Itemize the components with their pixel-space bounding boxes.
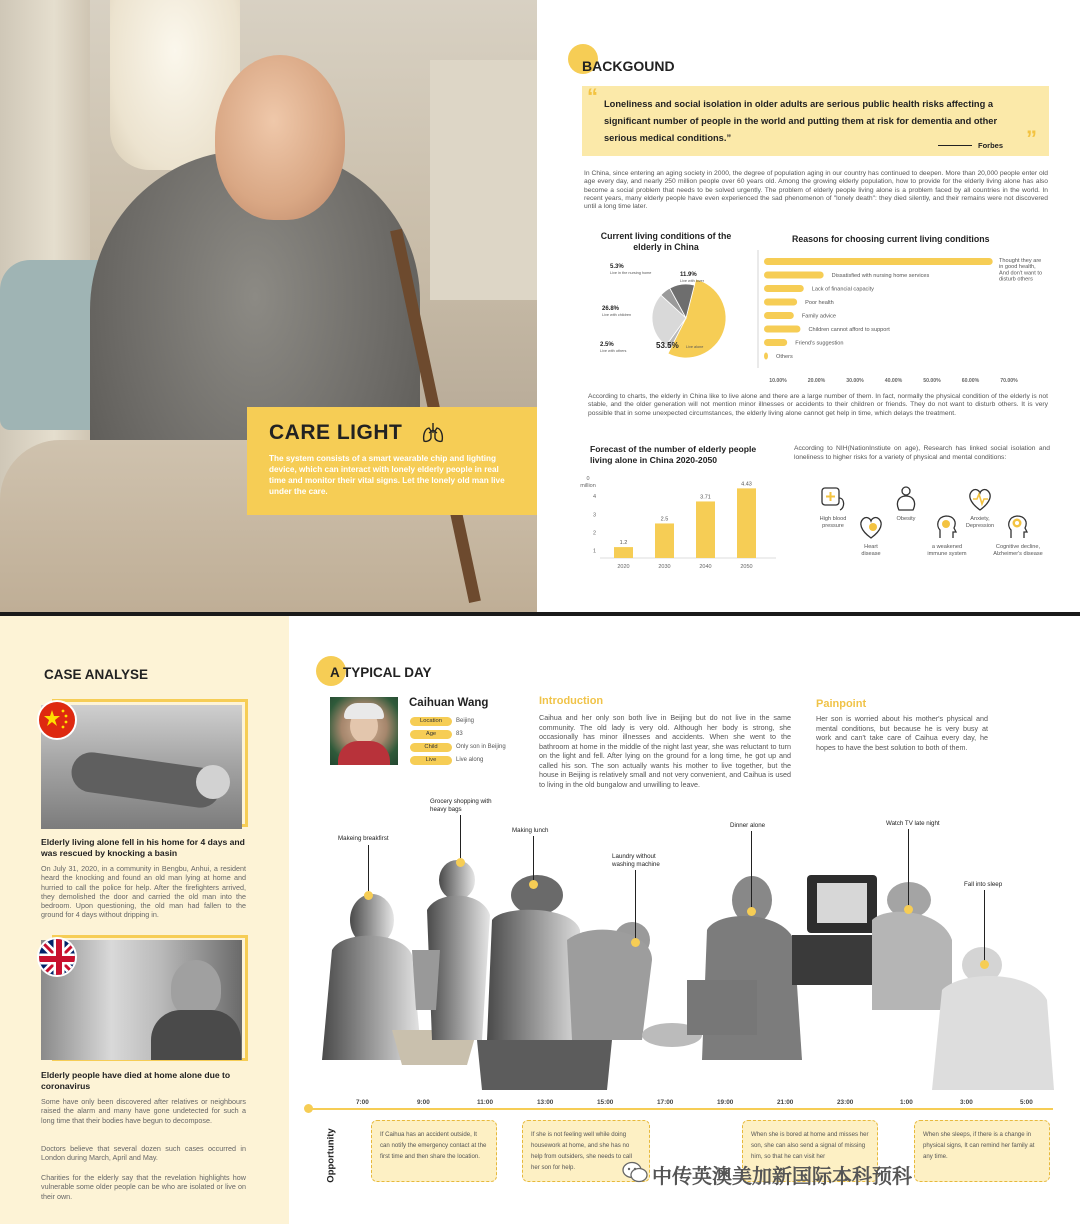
y-unit-label: 0 <box>586 476 590 482</box>
pie-name-label: Live in the nursing home <box>610 271 652 275</box>
forecast-chart-title: Forecast of the number of elderly people living alone in China 2020-2050 <box>590 444 757 465</box>
pie-pct-label: 26.8% <box>602 306 620 312</box>
opportunity-box: If Caihua has an accident outside, It can notify the emergency contact at the first time and then share the location. <box>371 1120 497 1182</box>
reason-label: Family advice <box>801 313 837 320</box>
close-quote-icon: ” <box>1026 126 1037 151</box>
introduction-title: Introduction <box>539 695 604 707</box>
time-label: 11:00 <box>477 1099 493 1106</box>
time-label: 1:00 <box>900 1099 913 1106</box>
figure-body <box>872 912 952 1010</box>
time-label: 13:00 <box>537 1099 554 1106</box>
info-key: Age <box>410 730 452 739</box>
care-light-title: CARE LIGHT <box>269 421 403 444</box>
brain-icon <box>1003 512 1033 542</box>
reason-label: in good health, <box>999 264 1036 271</box>
case-analyse-title: CASE ANALYSE <box>44 667 149 682</box>
reason-bar <box>764 353 768 360</box>
reason-bar <box>764 285 804 292</box>
activity-label: Grocery shopping with heavy bags <box>430 798 492 813</box>
chair <box>687 980 757 1035</box>
x-tick-label: 50.00% <box>923 378 941 384</box>
case2-text-2: Doctors believe that several dozen such cases occurred in London during March, April and May. <box>41 1144 246 1163</box>
reason-bar <box>764 339 787 346</box>
health-label: Anxiety, Depression <box>965 516 995 529</box>
reason-bar <box>764 299 797 306</box>
pie-pct-label: 11.9% <box>680 272 697 278</box>
bar-data-label: 4.43 <box>741 481 752 488</box>
health-item <box>814 484 852 529</box>
activity-label: Laundry without washing machine <box>612 853 660 868</box>
x-tick-label: 20.00% <box>807 378 826 384</box>
activity-label: Making lunch <box>512 827 549 834</box>
info-value: Live along <box>456 757 484 763</box>
stool <box>477 1040 612 1090</box>
health-label: Heart disease <box>861 544 881 557</box>
time-label: 3:00 <box>960 1099 973 1106</box>
obesity-icon <box>891 484 921 514</box>
activity-label: Fall into sleep <box>964 881 1003 888</box>
tv-screen <box>817 883 867 923</box>
figure-body <box>567 930 652 1040</box>
activity-line <box>635 870 636 940</box>
y-unit-label: million <box>580 483 596 489</box>
health-item <box>890 484 922 523</box>
activity-line <box>460 815 461 860</box>
immune-icon <box>932 512 962 542</box>
info-key: Live <box>410 756 452 765</box>
china-flag-icon <box>37 700 77 740</box>
introduction-text: Caihua and her only son both live in Beijing but do not live in the same community. The old lady is very old. Although her body is strong, she occasionally has minor illnesses and accidents. When she went to the bathroom at home in the middle of the night last year, she was reluctant to turn on the light and fell. After lying on the ground for a long time, he got up and called his son. The son actually wants his mother to live together, but the house in Beijing is relatively small and not very convenient, and Caihua is used to living in the old bungalow and unwilling to leave. <box>539 713 791 789</box>
activity-line <box>533 836 534 882</box>
x-tick-label: 70.00% <box>1000 378 1018 384</box>
activity-dot <box>364 891 373 900</box>
x-tick-label: 60.00% <box>961 378 980 384</box>
forecast-bar-chart <box>578 468 778 576</box>
health-label: High blood pressure <box>819 516 847 529</box>
x-tick-label: 2050 <box>740 564 753 570</box>
case2-heading: Elderly people have died at home alone due to coronavirus <box>41 1070 231 1091</box>
photo-elderly-man-head <box>215 55 345 220</box>
x-tick-label: 2040 <box>699 564 712 570</box>
time-label: 17:00 <box>657 1099 674 1106</box>
info-key: Location <box>410 717 452 726</box>
opportunity-label: Opportunity <box>325 1128 337 1183</box>
time-label: 7:00 <box>356 1099 369 1106</box>
health-label: Obesity <box>896 516 916 522</box>
x-tick-label: 40.00% <box>884 378 903 384</box>
activity-line <box>984 890 985 962</box>
quote-divider <box>938 145 972 146</box>
uk-flag-icon <box>37 937 77 977</box>
forecast-bar <box>655 523 674 558</box>
forecast-bar <box>696 501 715 558</box>
activity-label: Watch TV late night <box>886 820 940 827</box>
daily-activities-scene <box>312 860 1054 1098</box>
y-tick-label: 3 <box>592 512 596 519</box>
reason-label: Children cannot afford to support <box>808 327 890 334</box>
reason-label: Others <box>776 354 793 361</box>
y-tick-label: 4 <box>592 494 596 501</box>
bar-data-label: 2.5 <box>660 516 669 523</box>
x-tick-label: 10.00% <box>769 378 787 384</box>
reason-label: Poor health <box>805 300 834 307</box>
info-value: 83 <box>456 731 463 737</box>
time-label: 5:00 <box>1020 1099 1033 1106</box>
health-label: a weakened immune system <box>927 544 967 557</box>
timeline-axis <box>308 1108 1053 1110</box>
shopping-bag <box>412 950 440 1010</box>
activity-line <box>751 831 752 909</box>
pie-name-label: Live alone <box>686 345 704 349</box>
info-key: Child <box>410 743 452 752</box>
hero-photo <box>0 0 537 612</box>
activity-dot <box>980 960 989 969</box>
activity-dot <box>631 938 640 947</box>
care-light-box <box>247 407 537 515</box>
case2-text-1: Some have only been discovered after relatives or neighbours raised the alarm and many have gone undetected for such a long time that their bodies have begun to decompose. <box>41 1097 246 1125</box>
y-tick-label: 1 <box>592 548 596 555</box>
figure-body <box>932 976 1054 1090</box>
time-label: 19:00 <box>717 1099 734 1106</box>
reason-bar <box>764 258 993 265</box>
nih-paragraph: According to NIH(NationInstiute on age), Research has linked social isolation and loneliness to higher risks for a variety of physical and mental conditions: <box>794 445 1050 462</box>
health-item <box>854 512 888 557</box>
opportunity-box: When she is bored at home and misses her son, she can also send a signal of missing him, so that he can visit her <box>742 1120 878 1182</box>
bar-data-label: 3.71 <box>700 494 711 501</box>
quote-text: Loneliness and social isolation in older adults are serious public health risks affecting a significant number of people in the world and putting them at risk for dementia and other serious medical conditions.” <box>604 99 998 143</box>
pie-name-label: Live with children <box>602 313 632 317</box>
activity-line <box>908 829 909 907</box>
pie-name-label: Live with others <box>600 349 627 353</box>
case1-text: On July 31, 2020, in a community in Bengbu, Anhui, a resident heard the knocking and found an old man lying at home and hurried to call the police for help. After the firefighters arrived, they demolished the door and carried the old man into the bedroom. Upon questioning, the old man had fallen to the ground for 4 days without dripping in. <box>41 864 246 920</box>
pie-pct-label: 53.5% <box>656 341 679 350</box>
reason-bar <box>764 326 800 333</box>
timeline-start-dot <box>304 1104 313 1113</box>
background-paragraph-2: According to charts, the elderly in China like to live alone and there are a large number of them. In fact, normally the physical condition of the elderly is not stable, and the older generation will not mention minor illnesses or accidents to their children or friends. They do not want to disturb others. It is very possible that in some unexpected circumstances, the elderly living alone cannot get help in time, which delays the treatment. <box>588 393 1048 417</box>
reason-label: And don't want to <box>999 270 1043 277</box>
pie-pct-label: 5.3% <box>610 264 624 270</box>
reasons-bar-chart <box>756 248 1056 388</box>
reason-label: Dissatisfied with nursing home services <box>831 273 930 280</box>
watermark: 中传英澳美加新国际本科预科 <box>652 1166 912 1188</box>
activity-dot <box>747 907 756 916</box>
activity-label: Makeing breakfirst <box>338 835 389 842</box>
background-title: BACKGOUND <box>582 58 675 74</box>
reasons-chart-title: Reasons for choosing current living conditions <box>792 234 990 244</box>
activity-line <box>368 845 369 892</box>
bar-data-label: 1.2 <box>619 540 628 547</box>
painpoint-title: Painpoint <box>816 698 867 710</box>
opportunity-box: If she is not feeling well while doing housework at home, and she has no help from outsiders, she needs to call her son for help. <box>522 1120 650 1182</box>
pie-chart-title: Current living conditions of the elderly in China <box>600 231 732 252</box>
pie-chart <box>596 256 746 368</box>
lungs-icon <box>420 420 446 446</box>
typical-day-title: A TYPICAL DAY <box>330 665 432 680</box>
health-item <box>990 512 1046 557</box>
time-label: 23:00 <box>837 1099 854 1106</box>
photo-window <box>430 60 537 300</box>
time-label: 9:00 <box>417 1099 430 1106</box>
pie-name-label: Live with lover <box>680 279 705 283</box>
background-paragraph-1: In China, since entering an aging society in 2000, the degree of population aging in our country has continued to deepen. More than 20,000 people enter old age every day, and nearly 250 million people over 60 years old. Among the growing elderly population, how to provide for the elderly living alone has also become a social problem that needs to be solved urgently. The problem of elderly people living alone is a problem faced by all countries in the world. In recent years, many elderly people have even experienced the sad phenomenon of "lonely death": they died silently, and their remains were not discovered until a long time later. <box>584 170 1048 211</box>
person-avatar <box>330 697 398 765</box>
reason-label: Friend's suggestion <box>795 340 844 347</box>
reason-label: Lack of financial capacity <box>811 286 874 293</box>
case1-heading: Elderly living alone fell in his home for 4 days and was rescued by knocking a basin <box>41 837 245 858</box>
activity-dot <box>529 880 538 889</box>
blood-pressure-icon <box>818 484 848 514</box>
time-label: 15:00 <box>597 1099 614 1106</box>
reason-label: disturb others <box>999 276 1033 283</box>
wechat-icon <box>622 1160 648 1184</box>
forecast-bar <box>737 488 756 558</box>
y-tick-label: 2 <box>592 530 596 537</box>
reason-bar <box>764 312 794 319</box>
painpoint-text: Her son is worried about his mother's physical and mental conditions, but because he is very busy at work and can't take care of Caihua every day, he hopes to have the best solution to both of them. <box>816 714 988 752</box>
health-label: Cognitive decline, Alzheimer's disease <box>993 544 1043 557</box>
opportunity-box: When she sleeps, if there is a change in physical signs, It can remind her family at any time. <box>914 1120 1050 1182</box>
open-quote-icon: “ <box>587 84 598 109</box>
person-name: Caihuan Wang <box>409 697 489 709</box>
quote-source: Forbes <box>978 141 1004 150</box>
info-value: Beijing <box>456 718 475 724</box>
reason-bar <box>764 272 824 279</box>
x-tick-label: 2020 <box>617 564 630 570</box>
pie-pct-label: 2.5% <box>600 342 614 348</box>
reason-label: Thought they are <box>999 258 1042 264</box>
time-label: 21:00 <box>777 1099 794 1106</box>
activity-dot <box>904 905 913 914</box>
info-value: Only son in Beijing <box>456 744 506 750</box>
forecast-bar <box>614 547 633 558</box>
activity-dot <box>456 858 465 867</box>
x-tick-label: 2030 <box>658 564 671 570</box>
care-light-description: The system consists of a smart wearable chip and lighting device, which can interact with lonely elderly people in real time and monitor their vital signs. Let the lonely old man live under the care. <box>269 454 505 496</box>
activity-label: Dinner alone <box>730 822 766 829</box>
case2-text-3: Charities for the elderly say that the revelation highlights how vulnerable some older people can be who are isolated or live on their own. <box>41 1173 246 1201</box>
x-tick-label: 30.00% <box>846 378 864 384</box>
anxiety-icon <box>965 484 995 514</box>
heart-disease-icon <box>856 512 886 542</box>
